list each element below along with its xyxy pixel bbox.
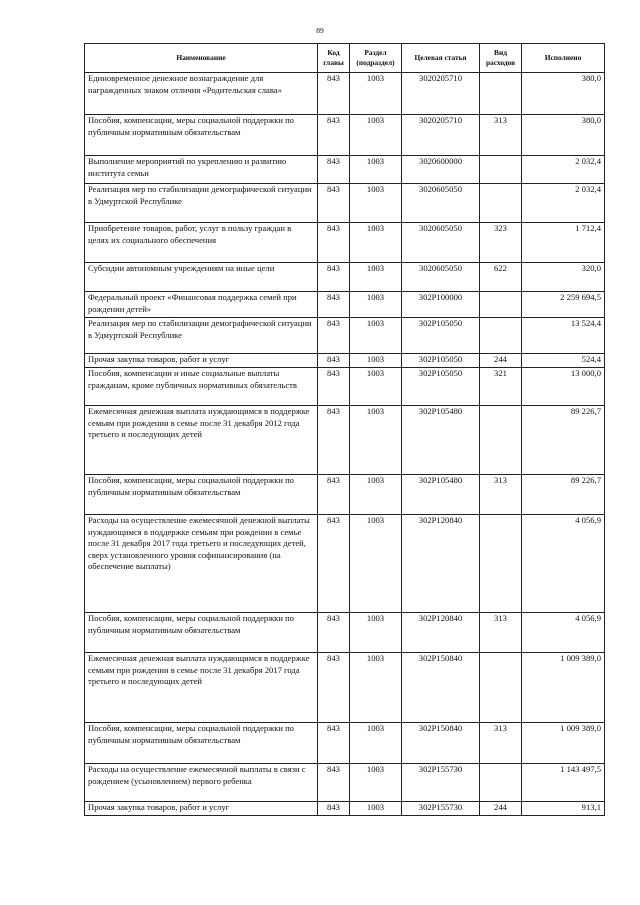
cell-target: 302P105050: [402, 354, 480, 368]
cell-done: 2 259 694,5: [522, 292, 605, 318]
cell-type: 244: [480, 802, 522, 816]
cell-name: Федеральный проект «Финансовая поддержка семей при рождении детей»: [85, 292, 318, 318]
cell-target: 302P105480: [402, 475, 480, 515]
page-number: 89: [316, 26, 324, 35]
header-code: Код главы: [318, 44, 350, 73]
cell-code: 843: [318, 613, 350, 653]
cell-code: 843: [318, 515, 350, 613]
table-row: [85, 613, 605, 653]
cell-code: 843: [318, 263, 350, 292]
cell-name: Ежемесячная денежная выплата нуждающимся в поддержке семьям при рождении в семье после 31 декабря 2017 года третьего и последующих детей: [85, 653, 318, 723]
cell-type: [480, 73, 522, 115]
cell-code: 843: [318, 292, 350, 318]
cell-name: Реализация мер по стабилизации демографической ситуации в Удмуртской Республике: [85, 318, 318, 354]
cell-type: 313: [480, 613, 522, 653]
cell-done: 1 009 389,0: [522, 653, 605, 723]
cell-done: 1 712,4: [522, 223, 605, 263]
cell-name: Прочая закупка товаров, работ и услуг: [85, 802, 318, 816]
cell-section: 1003: [350, 723, 402, 764]
cell-target: 302P155730: [402, 802, 480, 816]
cell-code: 843: [318, 764, 350, 802]
cell-code: 843: [318, 115, 350, 156]
cell-section: 1003: [350, 73, 402, 115]
cell-target: 302P105050: [402, 318, 480, 354]
table-row: [85, 223, 605, 263]
cell-section: 1003: [350, 475, 402, 515]
cell-section: 1003: [350, 292, 402, 318]
table-row: [85, 653, 605, 723]
cell-code: 843: [318, 73, 350, 115]
table-row: [85, 184, 605, 223]
cell-code: 843: [318, 156, 350, 184]
cell-name: Пособия, компенсации, меры социальной поддержки по публичным нормативным обязательствам: [85, 613, 318, 653]
cell-done: 524,4: [522, 354, 605, 368]
cell-target: 3020605050: [402, 184, 480, 223]
table-row: [85, 318, 605, 354]
cell-name: Ежемесячная денежная выплата нуждающимся в поддержке семьям при рождении в семье после 31 декабря 2012 года третьего и последующих детей: [85, 406, 318, 475]
cell-type: 321: [480, 368, 522, 406]
header-name: Наименование: [85, 44, 318, 73]
header-type: Вид расходов: [480, 44, 522, 73]
cell-done: 913,1: [522, 802, 605, 816]
table-row: [85, 263, 605, 292]
cell-target: 302P155730: [402, 764, 480, 802]
cell-type: [480, 653, 522, 723]
cell-section: 1003: [350, 263, 402, 292]
cell-section: 1003: [350, 115, 402, 156]
cell-section: 1003: [350, 515, 402, 613]
table-row: [85, 368, 605, 406]
cell-done: 1 143 497,5: [522, 764, 605, 802]
cell-code: 843: [318, 368, 350, 406]
cell-type: [480, 515, 522, 613]
cell-target: 302P120840: [402, 515, 480, 613]
table-row: [85, 292, 605, 318]
cell-target: 302P105480: [402, 406, 480, 475]
cell-done: 4 056,9: [522, 613, 605, 653]
cell-done: 380,0: [522, 73, 605, 115]
table-row: [85, 802, 605, 816]
cell-code: 843: [318, 318, 350, 354]
table-row: [85, 406, 605, 475]
table-row: [85, 73, 605, 115]
cell-code: 843: [318, 653, 350, 723]
cell-target: 3020600000: [402, 156, 480, 184]
cell-name: Субсидии автономным учреждениям на иные цели: [85, 263, 318, 292]
cell-type: 313: [480, 115, 522, 156]
cell-code: 843: [318, 184, 350, 223]
cell-target: 302P105050: [402, 368, 480, 406]
cell-code: 843: [318, 406, 350, 475]
cell-done: 1 009 389,0: [522, 723, 605, 764]
cell-target: 302P150840: [402, 723, 480, 764]
header-target: Целевая статья: [402, 44, 480, 73]
cell-section: 1003: [350, 368, 402, 406]
cell-target: 3020605050: [402, 263, 480, 292]
table-row: [85, 764, 605, 802]
cell-type: [480, 318, 522, 354]
cell-target: 302P150840: [402, 653, 480, 723]
cell-name: Расходы на осуществление ежемесячной выплаты в связи с рождением (усыновлением) первого ребенка: [85, 764, 318, 802]
cell-target: 3020605050: [402, 223, 480, 263]
cell-done: 13 000,0: [522, 368, 605, 406]
cell-section: 1003: [350, 653, 402, 723]
cell-section: 1003: [350, 613, 402, 653]
cell-type: 622: [480, 263, 522, 292]
cell-type: 323: [480, 223, 522, 263]
header-section: Раздел (подраздел): [350, 44, 402, 73]
cell-done: 4 056,9: [522, 515, 605, 613]
table-body: [85, 73, 605, 816]
cell-section: 1003: [350, 184, 402, 223]
cell-type: 313: [480, 475, 522, 515]
cell-section: 1003: [350, 354, 402, 368]
expenditure-table: [84, 43, 605, 816]
cell-target: 3020205710: [402, 115, 480, 156]
cell-code: 843: [318, 354, 350, 368]
cell-type: 244: [480, 354, 522, 368]
cell-done: 2 032,4: [522, 156, 605, 184]
cell-done: 13 524,4: [522, 318, 605, 354]
header-done: Исполнено: [522, 44, 605, 73]
cell-type: [480, 184, 522, 223]
cell-name: Прочая закупка товаров, работ и услуг: [85, 354, 318, 368]
cell-target: 302P120840: [402, 613, 480, 653]
cell-code: 843: [318, 475, 350, 515]
cell-target: 302P100000: [402, 292, 480, 318]
cell-name: Пособия, компенсации и иные социальные выплаты гражданам, кроме публичных нормативных обязательств: [85, 368, 318, 406]
cell-section: 1003: [350, 406, 402, 475]
cell-name: Выполнение мероприятий по укреплению и развитию института семьи: [85, 156, 318, 184]
table-row: [85, 354, 605, 368]
cell-type: [480, 406, 522, 475]
cell-target: 3020205710: [402, 73, 480, 115]
cell-name: Пособия, компенсации, меры социальной поддержки по публичным нормативным обязательствам: [85, 723, 318, 764]
cell-name: Пособия, компенсации, меры социальной поддержки по публичным нормативным обязательствам: [85, 475, 318, 515]
cell-type: [480, 292, 522, 318]
cell-done: 380,0: [522, 115, 605, 156]
cell-done: 89 226,7: [522, 475, 605, 515]
cell-section: 1003: [350, 318, 402, 354]
cell-name: Единовременное денежное вознаграждение для награжденных знаком отличия «Родительская слава»: [85, 73, 318, 115]
cell-done: 2 032,4: [522, 184, 605, 223]
cell-section: 1003: [350, 802, 402, 816]
cell-type: 313: [480, 723, 522, 764]
cell-code: 843: [318, 223, 350, 263]
table-row: [85, 115, 605, 156]
cell-name: Пособия, компенсации, меры социальной поддержки по публичным нормативным обязательствам: [85, 115, 318, 156]
table-row: [85, 515, 605, 613]
table-row: [85, 723, 605, 764]
cell-section: 1003: [350, 223, 402, 263]
cell-code: 843: [318, 802, 350, 816]
cell-section: 1003: [350, 764, 402, 802]
cell-done: 320,0: [522, 263, 605, 292]
cell-name: Расходы на осуществление ежемесячной денежной выплаты нуждающимся в поддержке семьям при рождении в семье после 31 декабря 2017 года третьего и последующих детей, сверх установленного уровня софинансирования (на обеспечение выплаты): [85, 515, 318, 613]
table-row: [85, 156, 605, 184]
cell-type: [480, 764, 522, 802]
table-header-row: [85, 44, 605, 73]
cell-name: Приобретение товаров, работ, услуг в пользу граждан в целях их социального обеспечения: [85, 223, 318, 263]
cell-done: 89 226,7: [522, 406, 605, 475]
table-row: [85, 475, 605, 515]
cell-type: [480, 156, 522, 184]
cell-section: 1003: [350, 156, 402, 184]
cell-name: Реализация мер по стабилизации демографической ситуации в Удмуртской Республике: [85, 184, 318, 223]
cell-code: 843: [318, 723, 350, 764]
